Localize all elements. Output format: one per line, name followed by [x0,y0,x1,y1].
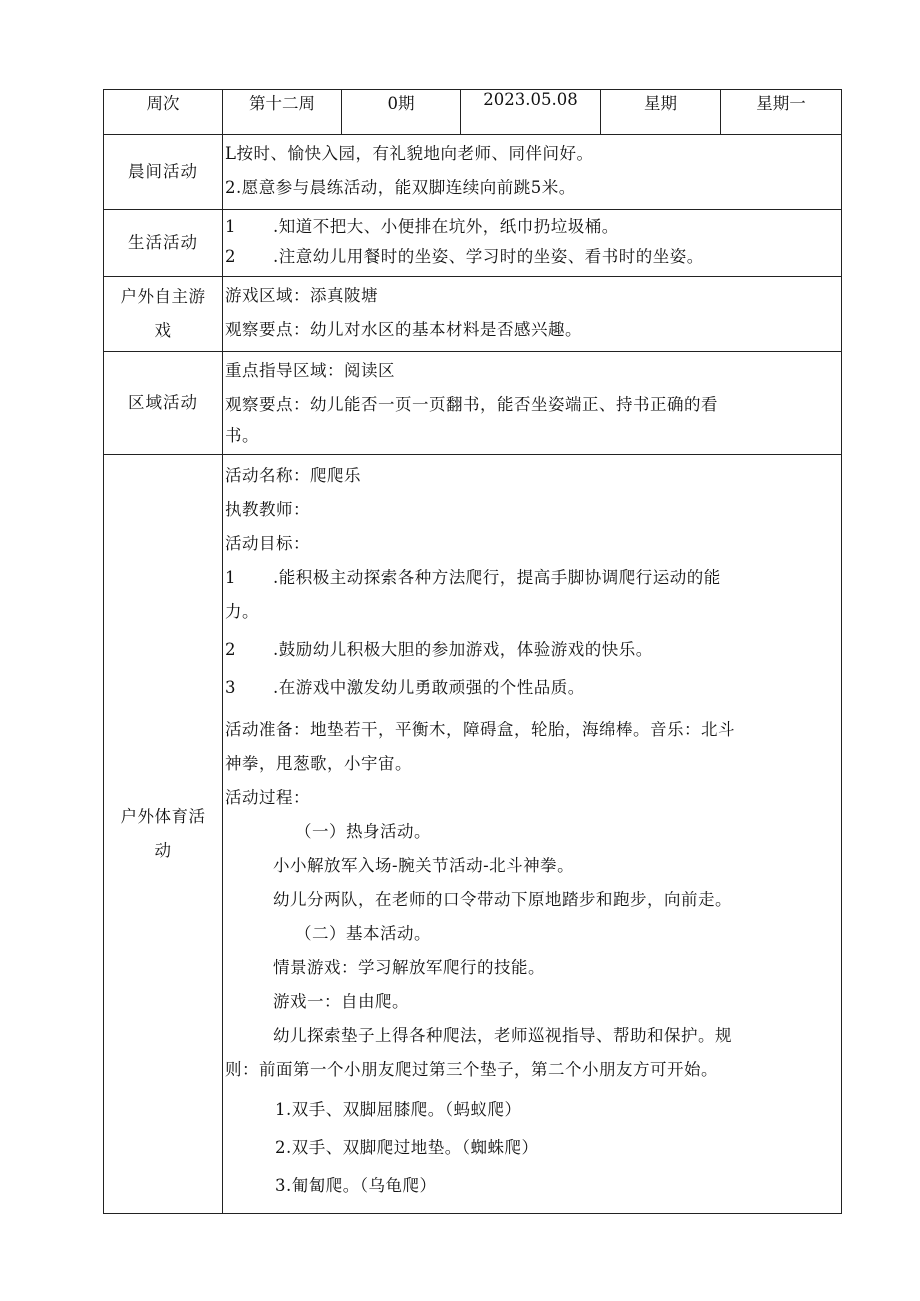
life-content [223,210,842,277]
pe-game1: 游戏一：自由爬。 [273,992,409,1011]
pe-method-2: 2.双手、双脚爬过地垫。（蜘蛛爬） [275,1138,539,1157]
pe-explore: 幼儿探索垫子上得各种爬法，老师巡视指导、帮助和保护。规 [273,1026,732,1045]
life-row [104,210,842,277]
area-line-3: 书。 [225,426,259,445]
area-line-2: 观察要点：幼儿能否一页一页翻书，能否坐姿端正、持书正确的看 [225,395,718,414]
pe-prep-line-1: 活动准备：地垫若干，平衡木，障碍盒，轮胎，海绵棒。音乐：北斗 [225,720,735,739]
pe-warmup-2: 幼儿分两队，在老师的口令带动下原地踏步和跑步，向前走。 [273,890,732,909]
pe-goals-title: 活动目标： [225,534,310,553]
morning-label: 晨间活动 [104,135,223,210]
outdoor-free-line-2: 观察要点：幼儿对水区的基本材料是否感兴趣。 [225,320,582,339]
outdoor-free-label: 户外自主游 戏 [104,277,223,352]
pe-warmup-title: （一）热身活动。 [295,822,431,841]
morning-line-2: 2.愿意参与晨练活动，能双脚连续向前跳5米。 [225,178,576,197]
area-content [223,352,842,455]
area-line-1: 重点指导区域：阅读区 [225,361,395,380]
life-item-1: 1 .知道不把大、小便排在坑外，纸巾扔垃圾桶。 [225,217,619,236]
outdoor-free-content [223,277,842,352]
pe-process-title: 活动过程： [225,788,310,807]
pe-label: 户外体育活 动 [104,455,223,1214]
area-label: 区域活动 [104,352,223,455]
pe-prep-line-2: 神拳，甩葱歌，小宇宙。 [225,754,412,773]
pe-goal-1: 1 .能积极主动探索各种方法爬行，提高手脚协调爬行运动的能 [225,568,721,587]
pe-method-1: 1.双手、双脚屈膝爬。（蚂蚁爬） [275,1100,522,1119]
pe-teacher: 执教教师： [225,500,310,519]
period-value: 0期 [342,90,461,135]
morning-row [104,135,842,210]
area-row [104,352,842,455]
pe-basic-title: （二）基本活动。 [295,924,431,943]
morning-content [223,135,842,210]
pe-basic-1: 情景游戏：学习解放军爬行的技能。 [273,958,545,977]
outdoor-free-row [104,277,842,352]
outdoor-free-line-1: 游戏区域：添真陂塘 [225,286,378,305]
pe-content [223,455,842,1214]
pe-rule: 则：前面第一个小朋友爬过第三个垫子，第二个小朋友方可开始。 [225,1060,718,1079]
pe-row [104,455,842,1214]
morning-line-1: L按时、愉快入园，有礼貌地向老师、同伴问好。 [225,144,594,163]
pe-name: 活动名称：爬爬乐 [225,466,361,485]
lesson-plan-table [103,89,842,1214]
week-value: 第十二周 [223,90,342,135]
weekday-value: 星期一 [721,90,842,135]
date-value: 2023.05.08 [461,90,601,135]
weekday-label: 星期 [601,90,721,135]
life-label: 生活活动 [104,210,223,277]
header-row [104,90,842,135]
pe-method-3: 3.匍匐爬。（乌龟爬） [275,1176,437,1195]
life-item-2: 2 .注意幼儿用餐时的坐姿、学习时的坐姿、看书时的坐姿。 [225,247,704,266]
pe-warmup-1: 小小解放军入场-腕关节活动-北斗神拳。 [273,856,575,875]
pe-goal-2: 2 .鼓励幼儿积极大胆的参加游戏，体验游戏的快乐。 [225,640,653,659]
week-label: 周次 [104,90,223,135]
pe-goal-1-cont: 力。 [225,602,259,621]
pe-goal-3: 3 .在游戏中激发幼儿勇敢顽强的个性品质。 [225,678,585,697]
